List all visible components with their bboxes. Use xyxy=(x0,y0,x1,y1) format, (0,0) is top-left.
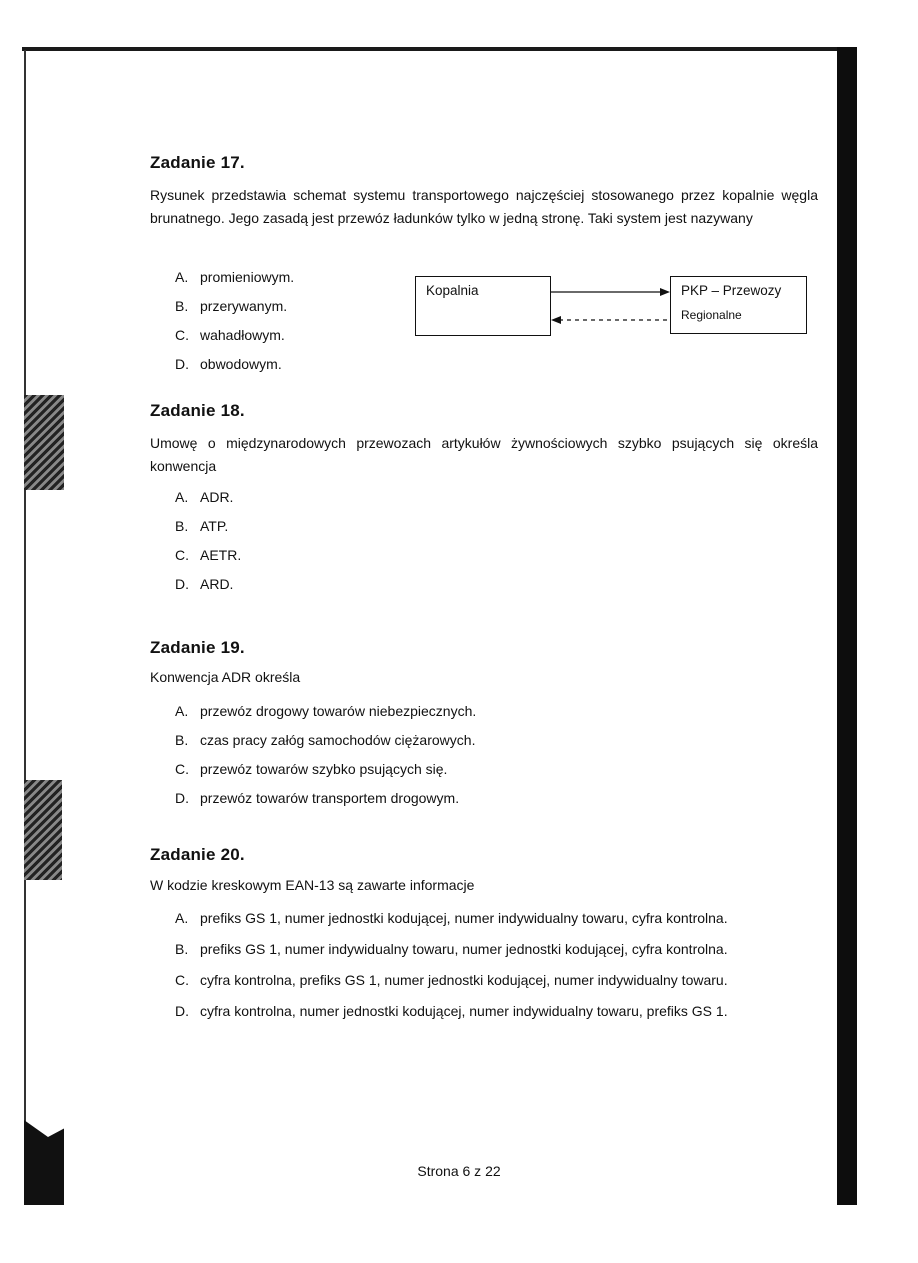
task-17-question: Rysunek przedstawia schemat systemu transportowego najczęściej stosowanego przez kopalnie węgla brunatnego. Jego zasadą jest przewóz ładunków tylko w jedną stronę. Taki system jest nazywany xyxy=(150,187,818,226)
option-a[interactable]: A. ADR. xyxy=(175,489,234,505)
task-20-question: W kodzie kreskowym EAN-13 są zawarte informacje xyxy=(150,877,475,893)
option-d[interactable]: D. obwodowym. xyxy=(175,356,282,372)
page-footer: Strona 6 z 22 xyxy=(417,1163,501,1179)
scan-frame-right xyxy=(837,47,857,1205)
option-b[interactable]: B. ATP. xyxy=(175,518,229,534)
task-19-title: Zadanie 19. xyxy=(150,638,245,657)
scan-frame-top xyxy=(22,47,840,51)
option-c[interactable]: C. przewóz towarów szybko psujących się. xyxy=(175,761,448,777)
arrow-return-head xyxy=(551,316,561,324)
option-b[interactable]: B. czas pracy załóg samochodów ciężarowych. xyxy=(175,732,476,748)
option-c[interactable]: C. wahadłowym. xyxy=(175,327,285,343)
transport-diagram xyxy=(415,276,810,340)
task-18-title: Zadanie 18. xyxy=(150,401,245,420)
option-d[interactable]: D. przewóz towarów transportem drogowym. xyxy=(175,790,460,806)
task-20-options xyxy=(175,907,770,1031)
task-17-options xyxy=(175,263,294,379)
task-19-question: Konwencja ADR określa xyxy=(150,669,301,685)
arrow-forward-head xyxy=(660,288,670,296)
option-a[interactable]: A. promieniowym. xyxy=(175,269,295,285)
option-c[interactable]: C. cyfra kontrolna, prefiks GS 1, numer jednostki kodującej, numer indywidualny towaru. xyxy=(175,972,728,988)
task-20-title: Zadanie 20. xyxy=(150,845,245,864)
box-pkp: PKP – Przewozy Regionalne xyxy=(670,276,807,334)
option-b[interactable]: B. przerywanym. xyxy=(175,298,288,314)
task-19-options xyxy=(175,697,476,813)
option-a[interactable]: A. przewóz drogowy towarów niebezpiecznych. xyxy=(175,703,477,719)
option-b[interactable]: B. prefiks GS 1, numer indywidualny towaru, numer jednostki kodującej, cyfra kontrolna. xyxy=(175,941,728,957)
task-17-title: Zadanie 17. xyxy=(150,153,245,172)
scan-frame-left xyxy=(24,50,26,1200)
scan-mark xyxy=(24,395,64,490)
task-18-question: Umowę o międzynarodowych przewozach artykułów żywnościowych szybko psujących się określa konwencja xyxy=(150,435,818,474)
option-d[interactable]: D. ARD. xyxy=(175,576,234,592)
option-a[interactable]: A. prefiks GS 1, numer jednostki kodującej, numer indywidualny towaru, cyfra kontrolna. xyxy=(175,910,728,926)
box-kopalnia: Kopalnia xyxy=(415,276,551,336)
option-c[interactable]: C. AETR. xyxy=(175,547,242,563)
task-18-options xyxy=(175,483,241,599)
scan-mark xyxy=(24,780,62,880)
option-d[interactable]: D. cyfra kontrolna, numer jednostki kodującej, numer indywidualny towaru, prefiks GS 1. xyxy=(175,1003,728,1019)
